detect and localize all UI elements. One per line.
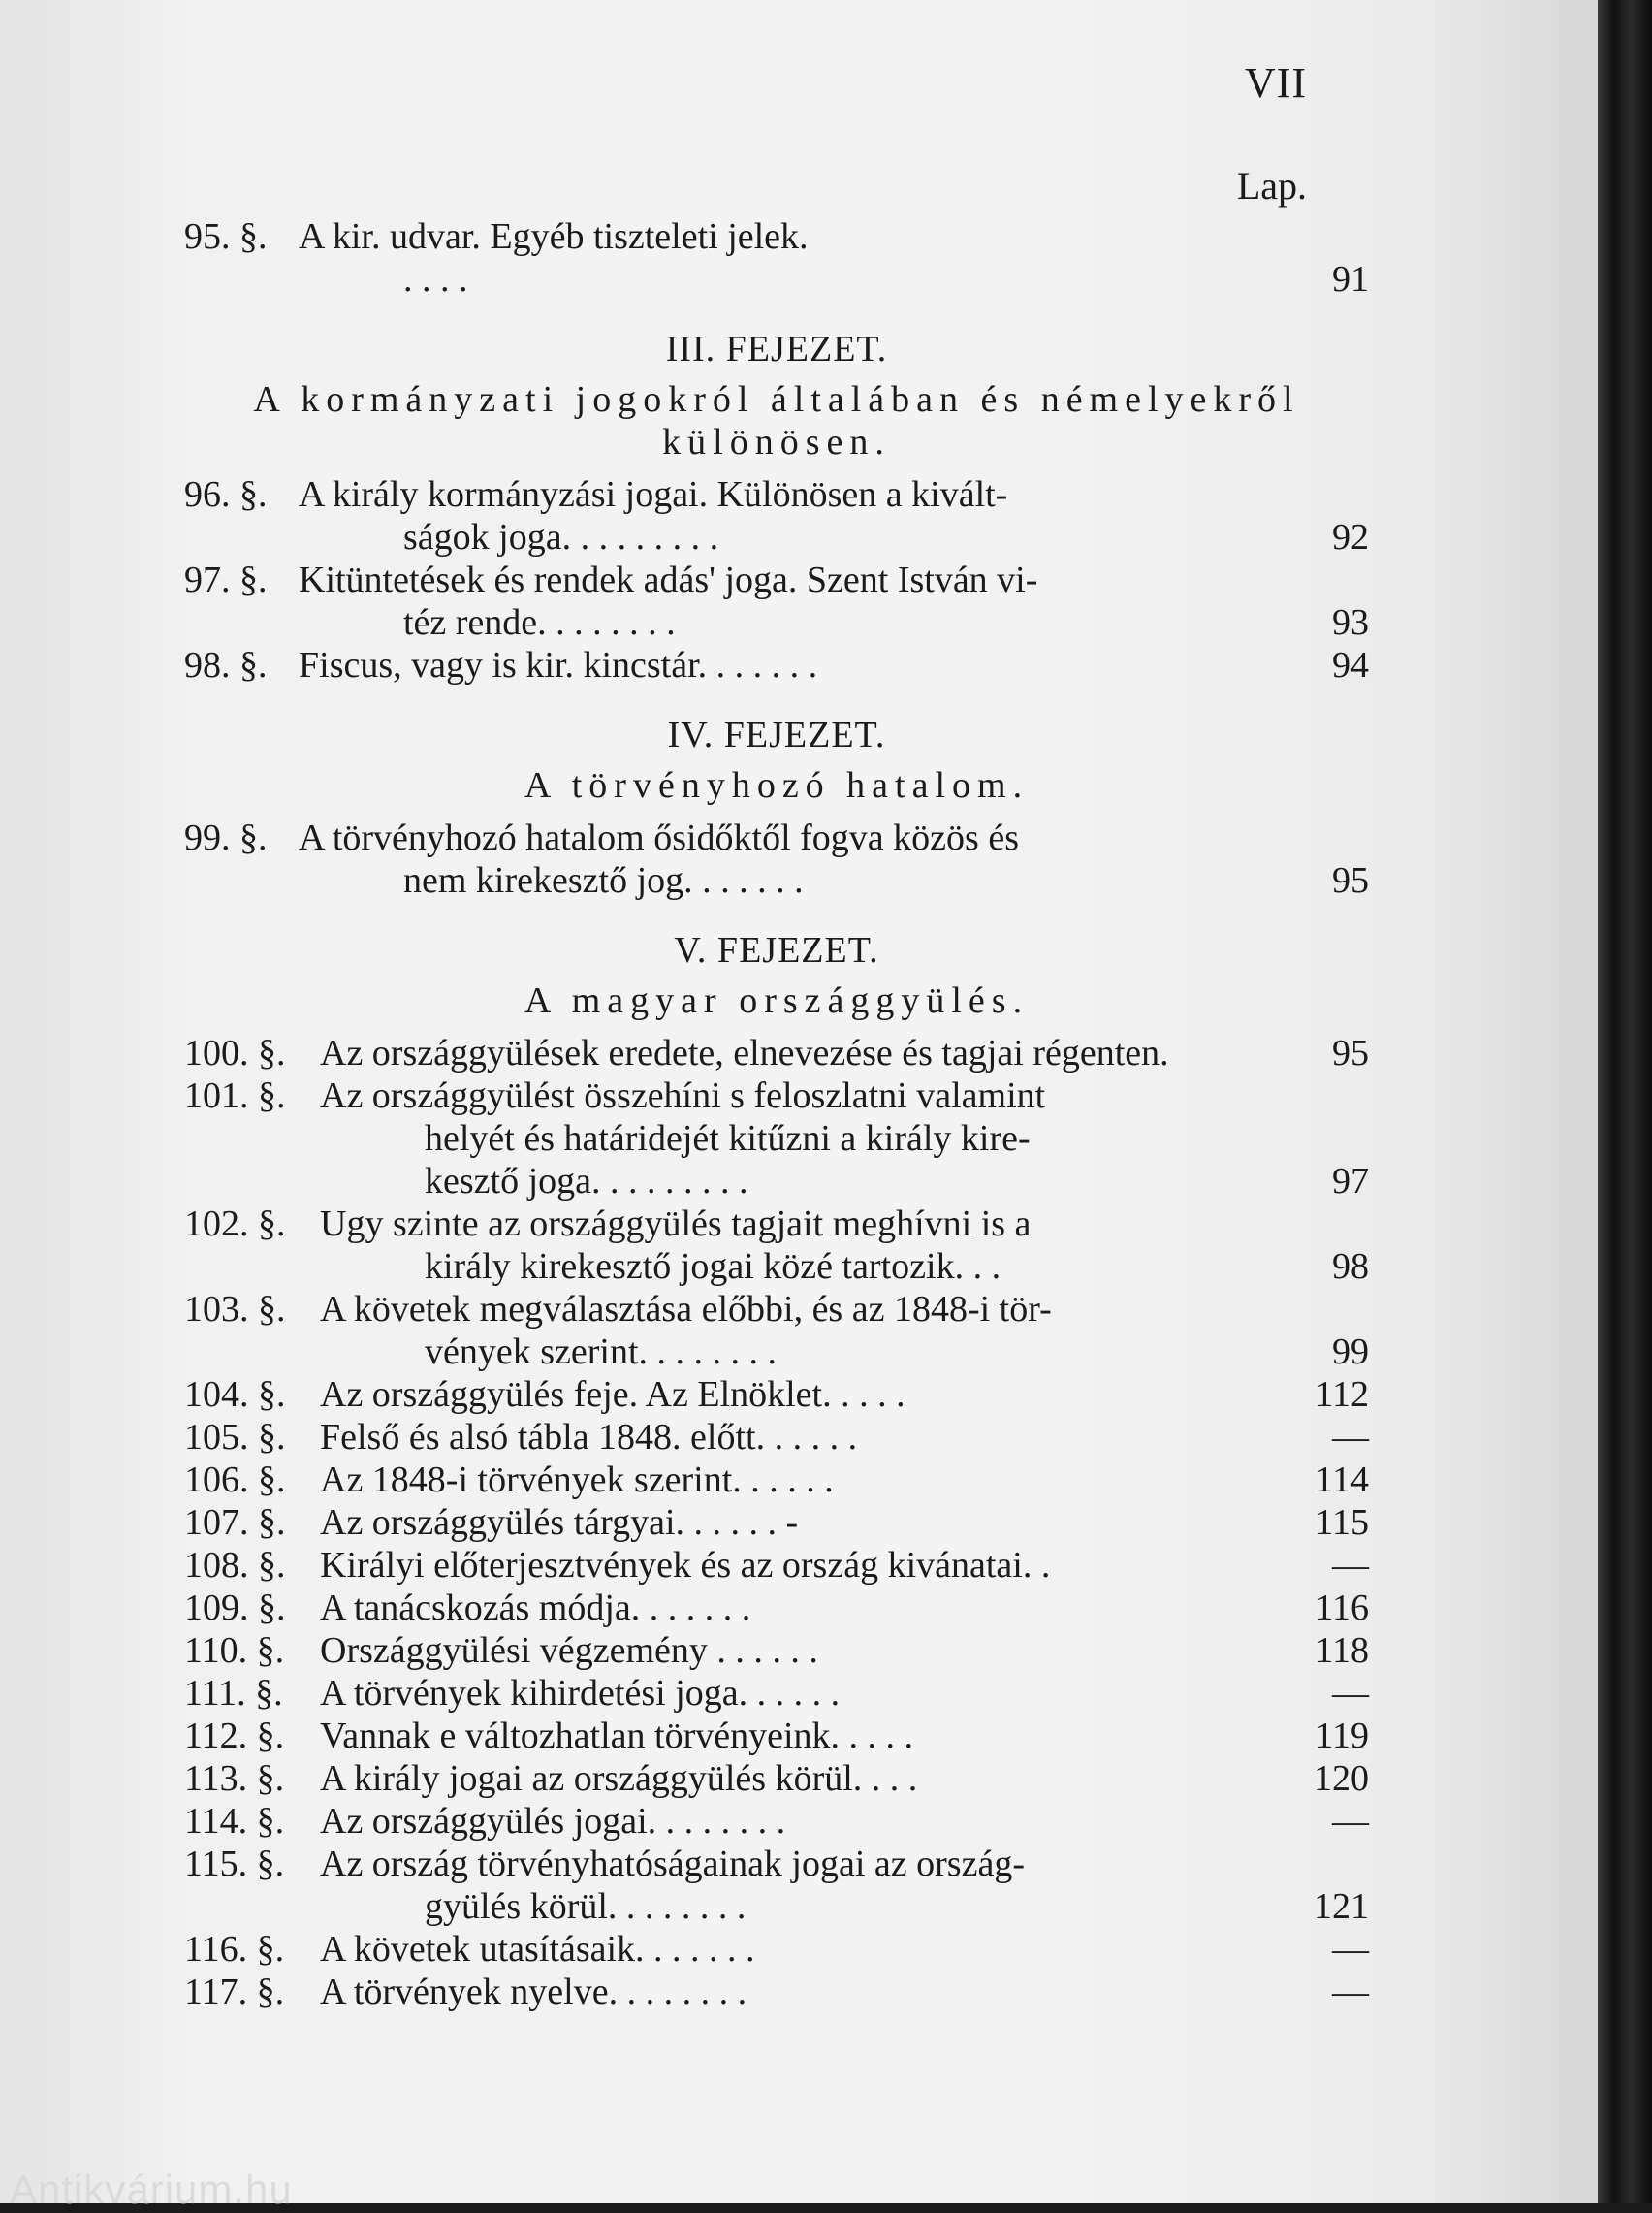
page-reference: 92: [1332, 517, 1369, 558]
entry-text: [320, 1672, 1253, 1715]
toc-entry: [184, 559, 1369, 644]
toc-entry: [184, 1288, 1369, 1373]
toc-entry: [184, 1501, 1369, 1544]
entry-line: Az országgyülés feje. Az Elnöklet. . . . .: [320, 1374, 905, 1415]
entry-line: A kir. udvar. Egyéb tiszteleti jelek.: [299, 216, 809, 257]
entry-text: [320, 1629, 1253, 1672]
book-edge: [1598, 0, 1652, 2203]
section-number: 103. §.: [184, 1289, 286, 1330]
section-number: 104. §.: [184, 1374, 286, 1415]
toc-entry: [184, 473, 1369, 559]
entry-line: Királyi előterjesztvények és az ország kivánatai. .: [320, 1545, 1051, 1586]
entry-line: Az országgyülések eredete, elnevezése és tagjai régenten.: [320, 1033, 1169, 1074]
section-number: 96. §.: [184, 474, 268, 515]
entry-line: A törvények nyelve. . . . . . . .: [320, 1972, 747, 2012]
watermark: Antikvárium.hu: [10, 2166, 293, 2212]
section-number: 108. §.: [184, 1545, 286, 1586]
chapter-heading: III. FEJEZET.: [665, 329, 888, 369]
toc-entry: [184, 1672, 1369, 1715]
page-reference: 119: [1315, 1716, 1369, 1756]
section-number: 107. §.: [184, 1502, 286, 1543]
entry-line: A törvények kihirdetési joga. . . . . .: [320, 1673, 841, 1714]
entry-line: Az országgyülés jogai. . . . . . . .: [320, 1801, 786, 1842]
toc-entry: [184, 1459, 1369, 1501]
section-number: 105. §.: [184, 1417, 286, 1458]
toc-entry: [184, 1544, 1369, 1587]
page-reference: 95: [1332, 1033, 1369, 1074]
entry-text: [320, 1715, 1253, 1757]
toc-entry: [184, 215, 1369, 301]
entry-line: király kirekesztő jogai közé tartozik. . .: [425, 1246, 1001, 1287]
section-number: 98. §.: [184, 645, 268, 686]
entry-line: A követek utasításaik. . . . . . .: [320, 1929, 755, 1970]
chapter-heading: IV. FEJEZET.: [667, 715, 886, 755]
entry-text: [320, 1757, 1253, 1800]
entry-text: [320, 1971, 1253, 2013]
entry-line: Kitüntetések és rendek adás' joga. Szent István vi-: [299, 560, 1038, 600]
page-reference: —: [1332, 1545, 1369, 1586]
page-number: VII: [1244, 59, 1307, 107]
entry-text: [320, 1843, 1253, 1928]
entry-line: helyét és határidejét kitűzni a király kire-: [425, 1118, 1031, 1159]
entry-line: A követek megválasztása előbbi, és az 1848-i tör-: [320, 1289, 1052, 1330]
page-reference: —: [1332, 1801, 1369, 1842]
toc-entry: [184, 644, 1369, 687]
entry-text: [320, 1373, 1253, 1416]
page-reference: —: [1332, 1929, 1369, 1970]
entry-line: Ugy szinte az országgyülés tagjait meghívni is a: [320, 1203, 1032, 1244]
entry-text: [299, 817, 1253, 902]
entry-text: [320, 1203, 1253, 1288]
section-number: 115. §.: [184, 1844, 285, 1884]
entry-line: ságok joga. . . . . . . . .: [403, 517, 719, 558]
chapter-subtitle: A kormányzati jogokról általában és némelyekről különösen.: [253, 379, 1300, 463]
entry-line: A tanácskozás módja. . . . . . .: [320, 1588, 751, 1628]
toc-entry: [184, 1416, 1369, 1459]
section-number: 99. §.: [184, 818, 268, 858]
page-reference: 121: [1314, 1886, 1369, 1927]
page-reference: 99: [1332, 1331, 1369, 1372]
entry-line: vények szerint. . . . . . . .: [425, 1331, 778, 1372]
page-reference: 98: [1332, 1246, 1369, 1287]
entry-line: Országgyülési végzemény . . . . . .: [320, 1630, 818, 1671]
entry-line: Felső és alsó tábla 1848. előtt. . . . . .: [320, 1417, 858, 1458]
entry-line: A király kormányzási jogai. Különösen a kivált-: [299, 474, 1008, 515]
entry-text: [320, 1288, 1253, 1373]
toc-entry: [184, 1715, 1369, 1757]
toc-entry: [184, 1203, 1369, 1288]
toc-entry: [184, 1928, 1369, 1971]
toc-entry: [184, 1032, 1369, 1074]
page-reference: —: [1332, 1972, 1369, 2012]
section-number: 114. §.: [184, 1801, 285, 1842]
section-number: 100. §.: [184, 1033, 286, 1074]
section-number: 110. §.: [184, 1630, 285, 1671]
toc-entry: [184, 1373, 1369, 1416]
section-number: 106. §.: [184, 1459, 286, 1500]
entry-line: A király jogai az országgyülés körül. . . .: [320, 1758, 918, 1799]
toc-entry: [184, 1800, 1369, 1843]
section-number: 111. §.: [184, 1673, 283, 1714]
entry-text: [299, 644, 1253, 687]
toc-entry: [184, 1757, 1369, 1800]
entry-text: [299, 473, 1253, 559]
page-reference: 112: [1315, 1374, 1369, 1415]
page-reference: 91: [1332, 259, 1369, 300]
section-number: 95. §.: [184, 216, 268, 257]
entry-line: Vannak e változhatlan törvényeink. . . . .: [320, 1716, 914, 1756]
section-number: 101. §.: [184, 1075, 286, 1116]
page-reference: 118: [1315, 1630, 1369, 1671]
chapter-subtitle: A törvényhozó hatalom.: [524, 765, 1030, 806]
section-number: 117. §.: [184, 1972, 285, 2012]
page-column-label: Lap.: [1236, 164, 1307, 208]
entry-text: [320, 1587, 1253, 1629]
entry-line: Az országgyülés tárgyai. . . . . . -: [320, 1502, 799, 1543]
page-reference: 95: [1332, 860, 1369, 901]
page-reference: —: [1332, 1417, 1369, 1458]
section-number: 109. §.: [184, 1588, 286, 1628]
entry-line: Az ország törvényhatóságainak jogai az ország-: [320, 1844, 1025, 1884]
entry-line: . . . .: [403, 259, 468, 300]
entry-line: téz rende. . . . . . . .: [403, 602, 676, 643]
entry-text: [320, 1501, 1253, 1544]
page-reference: 120: [1314, 1758, 1369, 1799]
section-number: 116. §.: [184, 1929, 285, 1970]
entry-line: Fiscus, vagy is kir. kincstár. . . . . . .: [299, 645, 818, 686]
section-number: 113. §.: [184, 1758, 285, 1799]
page-reference: 94: [1332, 645, 1369, 686]
page-reference: 93: [1332, 602, 1369, 643]
entry-text: [320, 1032, 1253, 1074]
entry-line: kesztő joga. . . . . . . . .: [425, 1161, 748, 1202]
section-number: 112. §.: [184, 1716, 285, 1756]
toc-entry: [184, 1587, 1369, 1629]
entry-text: [320, 1074, 1253, 1203]
entry-line: A törvényhozó hatalom ősidőktől fogva közös és: [299, 818, 1019, 858]
entry-text: [299, 559, 1253, 644]
page-reference: 97: [1332, 1161, 1369, 1202]
toc-entry: [184, 1843, 1369, 1928]
entry-line: nem kirekesztő jog. . . . . . .: [403, 860, 804, 901]
entry-text: [320, 1544, 1253, 1587]
chapter-subtitle: A magyar országgyülés.: [524, 980, 1030, 1021]
entry-text: [320, 1459, 1253, 1501]
chapter-heading: V. FEJEZET.: [674, 930, 879, 971]
toc-entry: [184, 1074, 1369, 1203]
entry-line: gyülés körül. . . . . . . .: [425, 1886, 747, 1927]
section-number: 97. §.: [184, 560, 268, 600]
page-reference: 115: [1315, 1502, 1369, 1543]
page-reference: —: [1332, 1673, 1369, 1714]
entry-text: [320, 1928, 1253, 1971]
entry-line: Az országgyülést összehíni s feloszlatni valamint: [320, 1075, 1046, 1116]
entry-text: [320, 1416, 1253, 1459]
page-reference: 114: [1315, 1459, 1369, 1500]
toc-entry: [184, 1971, 1369, 2013]
entry-text: [299, 215, 1253, 301]
entry-text: [320, 1800, 1253, 1843]
section-number: 102. §.: [184, 1203, 286, 1244]
table-of-contents: [184, 215, 1369, 2013]
page-reference: 116: [1315, 1588, 1369, 1628]
toc-entry: [184, 817, 1369, 902]
entry-line: Az 1848-i törvények szerint. . . . . .: [320, 1459, 834, 1500]
toc-entry: [184, 1629, 1369, 1672]
